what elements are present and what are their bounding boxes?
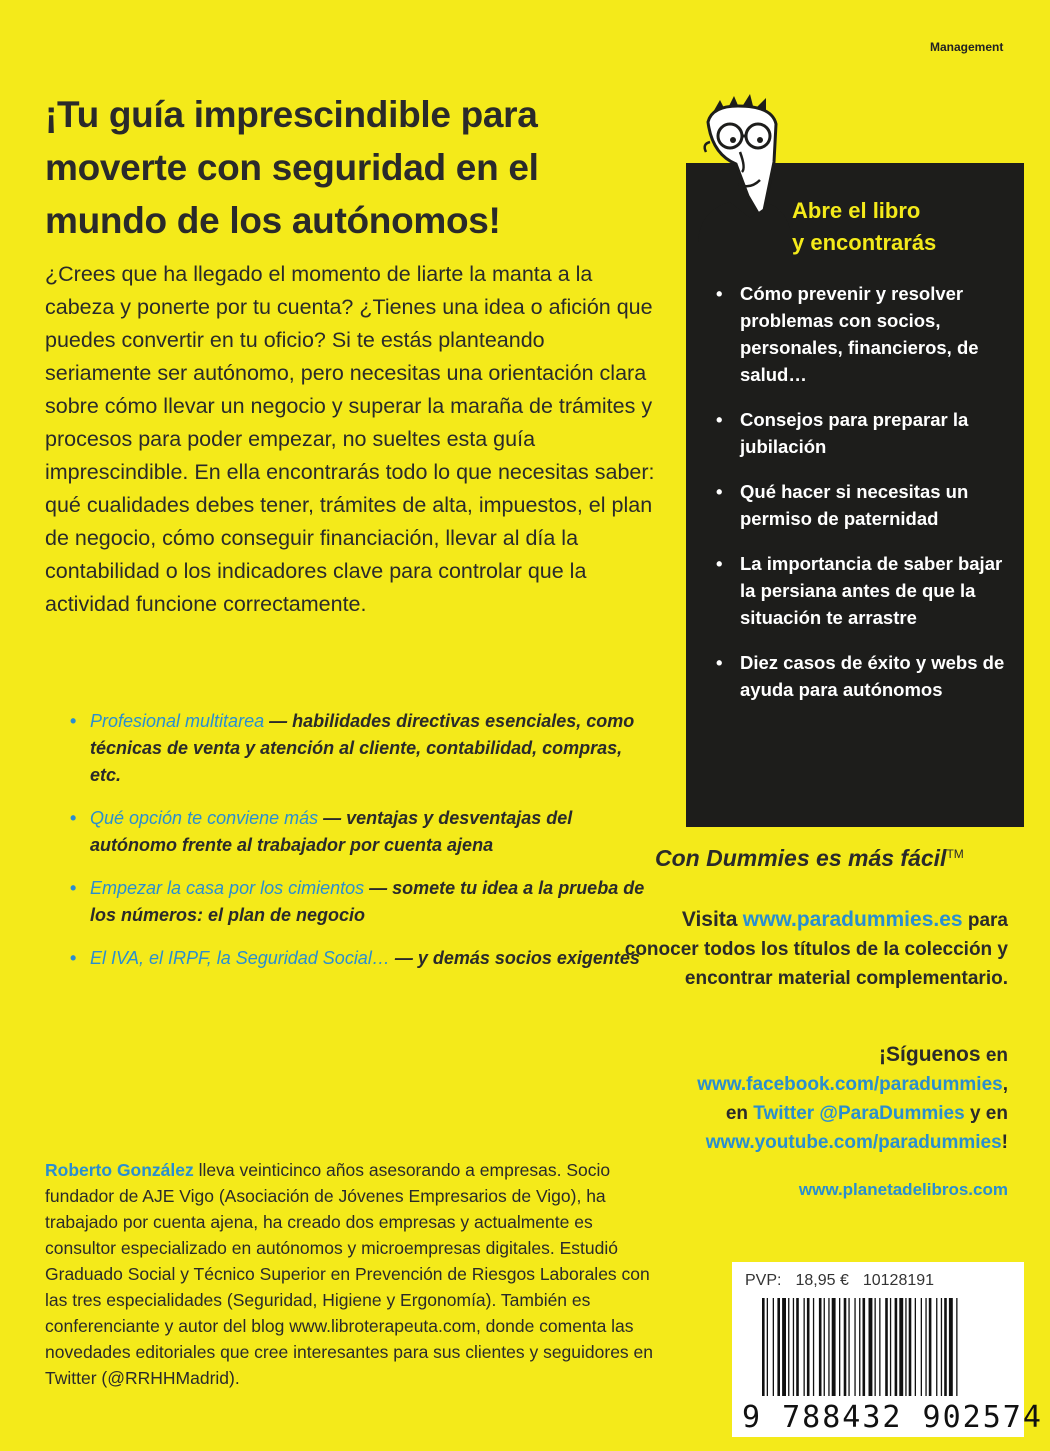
follow-line-2 (588, 1070, 1008, 1099)
barcode-bar (875, 1298, 876, 1396)
headline: ¡Tu guía imprescindible para moverte con seguridad en el mundo de los autónomos! (45, 94, 539, 241)
panel-list-item (716, 478, 1016, 532)
barcode-bar (879, 1298, 880, 1396)
barcode-bar (777, 1298, 780, 1396)
follow-word: ¡Síguenos (879, 1043, 981, 1066)
barcode-bar (848, 1298, 849, 1396)
exclamation: ! (1001, 1132, 1008, 1153)
barcode-bar (839, 1298, 840, 1396)
barcode-bar (885, 1298, 888, 1396)
barcode-bar (941, 1298, 942, 1396)
bullet-lead: Profesional multitarea (90, 711, 265, 731)
author-name: Roberto González (45, 1160, 194, 1180)
barcode-bar (832, 1298, 836, 1396)
follow-line-4 (588, 1128, 1008, 1157)
barcode-bar (899, 1298, 903, 1396)
planeta-link[interactable]: www.planetadelibros.com (798, 1180, 1008, 1199)
bullet-dot: • (716, 409, 723, 430)
bullet-text: — somete tu idea a la prueba de los números: el plan de negocio (90, 878, 645, 925)
twitter-link[interactable]: Twitter @ParaDummies (753, 1103, 965, 1124)
barcode-bar (813, 1298, 814, 1396)
barcode-icon (760, 1298, 1015, 1398)
isbn-number: 9 788432 902574 (742, 1400, 1043, 1435)
bullet-lead: Empezar la casa por los cimientos (90, 878, 365, 898)
panel-item-text: Cómo prevenir y resolver problemas con socios, personales, financieros, de salud… (740, 283, 979, 385)
barcode-bar (863, 1298, 866, 1396)
follow-line-1 (588, 1040, 1008, 1070)
barcode-bar (854, 1298, 855, 1396)
intro-paragraph: ¿Crees que ha llegado el momento de liarte la manta a la cabeza y ponerte por tu cuenta? ¿Tienes una idea o afición que puedes convertir en tu oficio? Si te estás planteando seriamente ser autónomo, pero necesitas una orientación clara sobre cómo llevar un negocio y superar la maraña de trámites y procesos para poder empezar, no sueltes esta guía imprescindible. En ella encontrarás todo lo que necesitas saber: qué cualidades debes tener, trámites de alta, impuestos, el plan de negocio, cómo conseguir financiación, llevar al día la contabilidad o los indicadores clave para controlar que la actividad funcione correctamente. (45, 262, 655, 616)
bullet-dot: • (70, 711, 77, 731)
visit-text: para conocer todos los títulos de la colección y encontrar material complementario. (624, 910, 1008, 989)
panel-title-line1: Abre el libro (792, 198, 921, 223)
barcode-bar (895, 1298, 898, 1396)
barcode-bar (824, 1298, 825, 1396)
en-text: en (725, 1103, 748, 1124)
bullet-dot: • (716, 481, 723, 502)
y-en-text: y en (964, 1103, 1008, 1124)
barcode-bar (807, 1298, 810, 1396)
bullet-dot: • (716, 553, 723, 574)
panel-title (792, 195, 936, 259)
barcode-bar (869, 1298, 873, 1396)
bullet-dot: • (70, 878, 77, 898)
barcode-bar (921, 1298, 922, 1396)
barcode-bar (767, 1298, 768, 1396)
barcode-bar (828, 1298, 829, 1396)
youtube-link[interactable]: www.youtube.com/paradummies (705, 1132, 1002, 1153)
author-bio (45, 1157, 655, 1391)
barcode-bar (782, 1298, 786, 1396)
price-value: 18,95 € (795, 1272, 849, 1289)
barcode-bar (762, 1298, 765, 1396)
facebook-link[interactable]: www.facebook.com/paradummies (697, 1074, 1003, 1095)
barcode-bar (788, 1298, 789, 1396)
price-code: 10128191 (862, 1272, 935, 1289)
bullet-dot: • (716, 283, 723, 304)
follow-line-3 (588, 1099, 1008, 1128)
category-label: Management (930, 40, 1004, 54)
barcode-bar (859, 1298, 860, 1396)
bullet-lead: El IVA, el IRPF, la Seguridad Social… (90, 948, 390, 968)
panel-item-text: Consejos para preparar la jubilación (740, 409, 969, 457)
bullet-text: — ventajas y desventajas del autónomo frente al trabajador por cuenta ajena (90, 808, 573, 855)
website-link[interactable]: www.paradummies.es (742, 908, 963, 931)
barcode-bar (915, 1298, 916, 1396)
feature-bullets (70, 708, 650, 988)
bullet-item (70, 805, 650, 859)
slogan (655, 845, 964, 872)
price-line (745, 1272, 948, 1290)
bullet-dot: • (716, 652, 723, 673)
panel-title-line2: y encontrarás (792, 230, 937, 255)
follow-en: en (980, 1045, 1008, 1066)
dummies-mascot-icon (690, 92, 800, 242)
bullet-lead: Qué opción te conviene más (90, 808, 319, 828)
panel-list-item (716, 280, 1016, 388)
bullet-text: — y demás socios exigentes (389, 948, 640, 968)
barcode-bar (796, 1298, 799, 1396)
barcode-bar (956, 1298, 957, 1396)
barcode-bar (905, 1298, 906, 1396)
barcode-bar (929, 1298, 932, 1396)
panel-item-text: Diez casos de éxito y webs de ayuda para autónomos (740, 652, 1005, 700)
barcode-bar (936, 1298, 937, 1396)
bullet-item (70, 945, 650, 972)
panel-item-text: Qué hacer si necesitas un permiso de paternidad (740, 481, 969, 529)
barcode-bar (890, 1298, 891, 1396)
bullet-text: — habilidades directivas esenciales, como técnicas de venta y atención al cliente, contabilidad, compras, etc. (90, 711, 635, 785)
slogan-text: Con Dummies es más fácil (655, 845, 947, 871)
bullet-dot: • (70, 808, 77, 828)
visit-word: Visita (681, 908, 738, 931)
barcode-bar (909, 1298, 912, 1396)
panel-list (716, 280, 1016, 721)
bullet-item (70, 875, 650, 929)
barcode-bar (844, 1298, 847, 1396)
panel-list-item (716, 649, 1016, 703)
barcode-bar (819, 1298, 822, 1396)
panel-list-item (716, 406, 1016, 460)
price-label: PVP: (745, 1272, 782, 1289)
barcode-bar (925, 1298, 926, 1396)
barcode-bar (944, 1298, 947, 1396)
follow-block (588, 1040, 1008, 1157)
bullet-item (70, 708, 650, 789)
trademark-mark: TM (946, 847, 964, 861)
panel-list-item (716, 550, 1016, 631)
comma: , (1002, 1074, 1008, 1095)
barcode-bar (804, 1298, 805, 1396)
bullet-dot: • (70, 948, 77, 968)
barcode-bar (949, 1298, 953, 1396)
visit-block (608, 905, 1008, 993)
barcode-bar (773, 1298, 774, 1396)
bio-text: lleva veinticinco años asesorando a empresas. Socio fundador de AJE Vigo (Asociación de Jóvenes Empresarios de Vigo), ha trabajado por cuenta ajena, ha creado dos empresas y actualmente es consultor especializado en autónomos y microempresas digitales. Estudió Graduado Social y Técnico Superior en Prevención de Riesgos Laborales con las tres especialidades (Seguridad, Higiene y Ergonomía). También es conferenciante y autor del blog www.libroterapeuta.com, donde comenta las novedades editoriales que cree interesantes para sus clientes y seguidores en Twitter (@RRHHMadrid). (45, 1160, 654, 1388)
barcode-bar (793, 1298, 794, 1396)
panel-item-text: La importancia de saber bajar la persiana antes de que la situación te arrastre (740, 553, 1003, 628)
